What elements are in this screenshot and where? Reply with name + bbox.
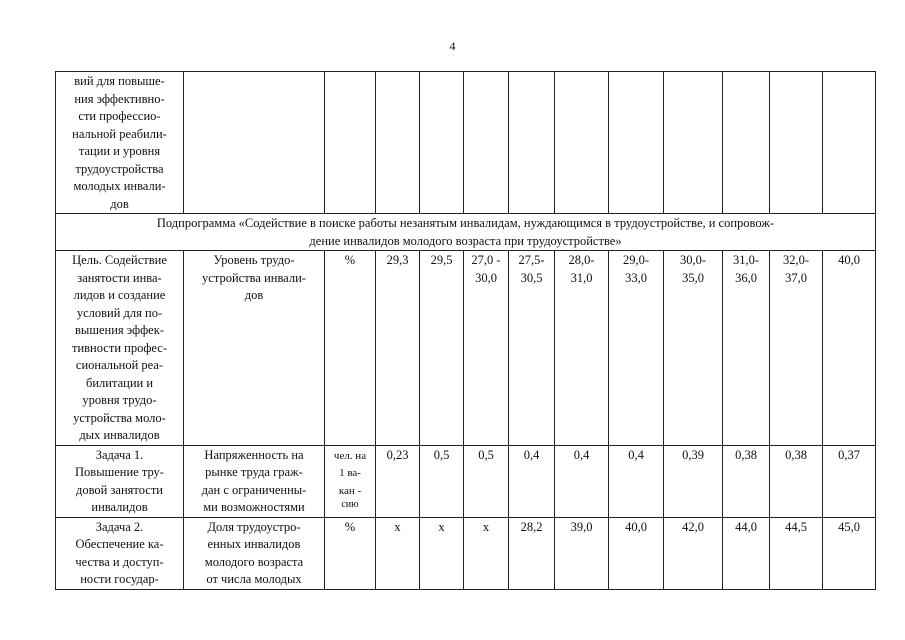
table-row — [56, 445, 876, 517]
subprogram-title: Подпрограмма «Содействие в поиске работы незанятым инвалидам, нуждающимся в трудоустройстве, и сопровож- дение инвалидов молодого возраста при трудоустройстве» — [56, 214, 876, 251]
indicator-cell: Уровень трудо- устройства инвали- дов — [184, 251, 325, 446]
value-cell: 45,0 — [823, 517, 876, 589]
unit-cell: % — [325, 517, 376, 589]
goal-cell: Задача 1. Повышение тру- довой занятости инвалидов — [56, 445, 184, 517]
unit-cell: чел. на 1 ва- кан - сию — [325, 445, 376, 517]
value-cell: 30,0- 35,0 — [664, 251, 723, 446]
value-cell: 40,0 — [609, 517, 664, 589]
value-cell: 28,2 — [509, 517, 555, 589]
value-cell: 27,0 - 30,0 — [464, 251, 509, 446]
value-cell: 44,5 — [770, 517, 823, 589]
value-cell: 27,5- 30,5 — [509, 251, 555, 446]
goal-cell: Задача 2. Обеспечение ка- чества и доступ- ности государ- — [56, 517, 184, 589]
value-cell: 44,0 — [723, 517, 770, 589]
value-cell: x — [420, 517, 464, 589]
value-cell: 0,4 — [509, 445, 555, 517]
table-row — [56, 251, 876, 446]
value-cell: 39,0 — [555, 517, 609, 589]
table-row — [56, 517, 876, 589]
table-row — [56, 72, 876, 214]
goal-cell: Цель. Содействие занятости инва- лидов и создание условий для по- вышения эффек- тивности профес- сиональной реа- билитации и уровня трудо- устройства моло- дых инвалидов — [56, 251, 184, 446]
value-cell: 29,3 — [376, 251, 420, 446]
page-number: 4 — [449, 39, 456, 53]
value-cell: 0,37 — [823, 445, 876, 517]
value-cell: 0,23 — [376, 445, 420, 517]
value-cell: 42,0 — [664, 517, 723, 589]
value-cell: 0,4 — [555, 445, 609, 517]
subprogram-row — [56, 214, 876, 251]
goal-cell: вий для повыше- ния эффективно- сти профессио- нальной реабили- тации и уровня трудоустройства молодых инвали- дов — [56, 72, 184, 214]
value-cell: 29,0- 33,0 — [609, 251, 664, 446]
value-cell: 32,0- 37,0 — [770, 251, 823, 446]
indicator-cell: Напряженность на рынке труда граж- дан с ограниченны- ми возможностями — [184, 445, 325, 517]
value-cell: 28,0- 31,0 — [555, 251, 609, 446]
indicators-table — [55, 71, 876, 590]
value-cell: 0,39 — [664, 445, 723, 517]
value-cell: 0,5 — [420, 445, 464, 517]
indicator-cell: Доля трудоустро- енных инвалидов молодого возраста от числа молодых — [184, 517, 325, 589]
value-cell: 0,4 — [609, 445, 664, 517]
value-cell: 29,5 — [420, 251, 464, 446]
unit-cell: % — [325, 251, 376, 446]
value-cell: x — [464, 517, 509, 589]
value-cell: 40,0 — [823, 251, 876, 446]
value-cell: 0,38 — [723, 445, 770, 517]
value-cell: 0,5 — [464, 445, 509, 517]
value-cell: 31,0- 36,0 — [723, 251, 770, 446]
value-cell: 0,38 — [770, 445, 823, 517]
value-cell: x — [376, 517, 420, 589]
